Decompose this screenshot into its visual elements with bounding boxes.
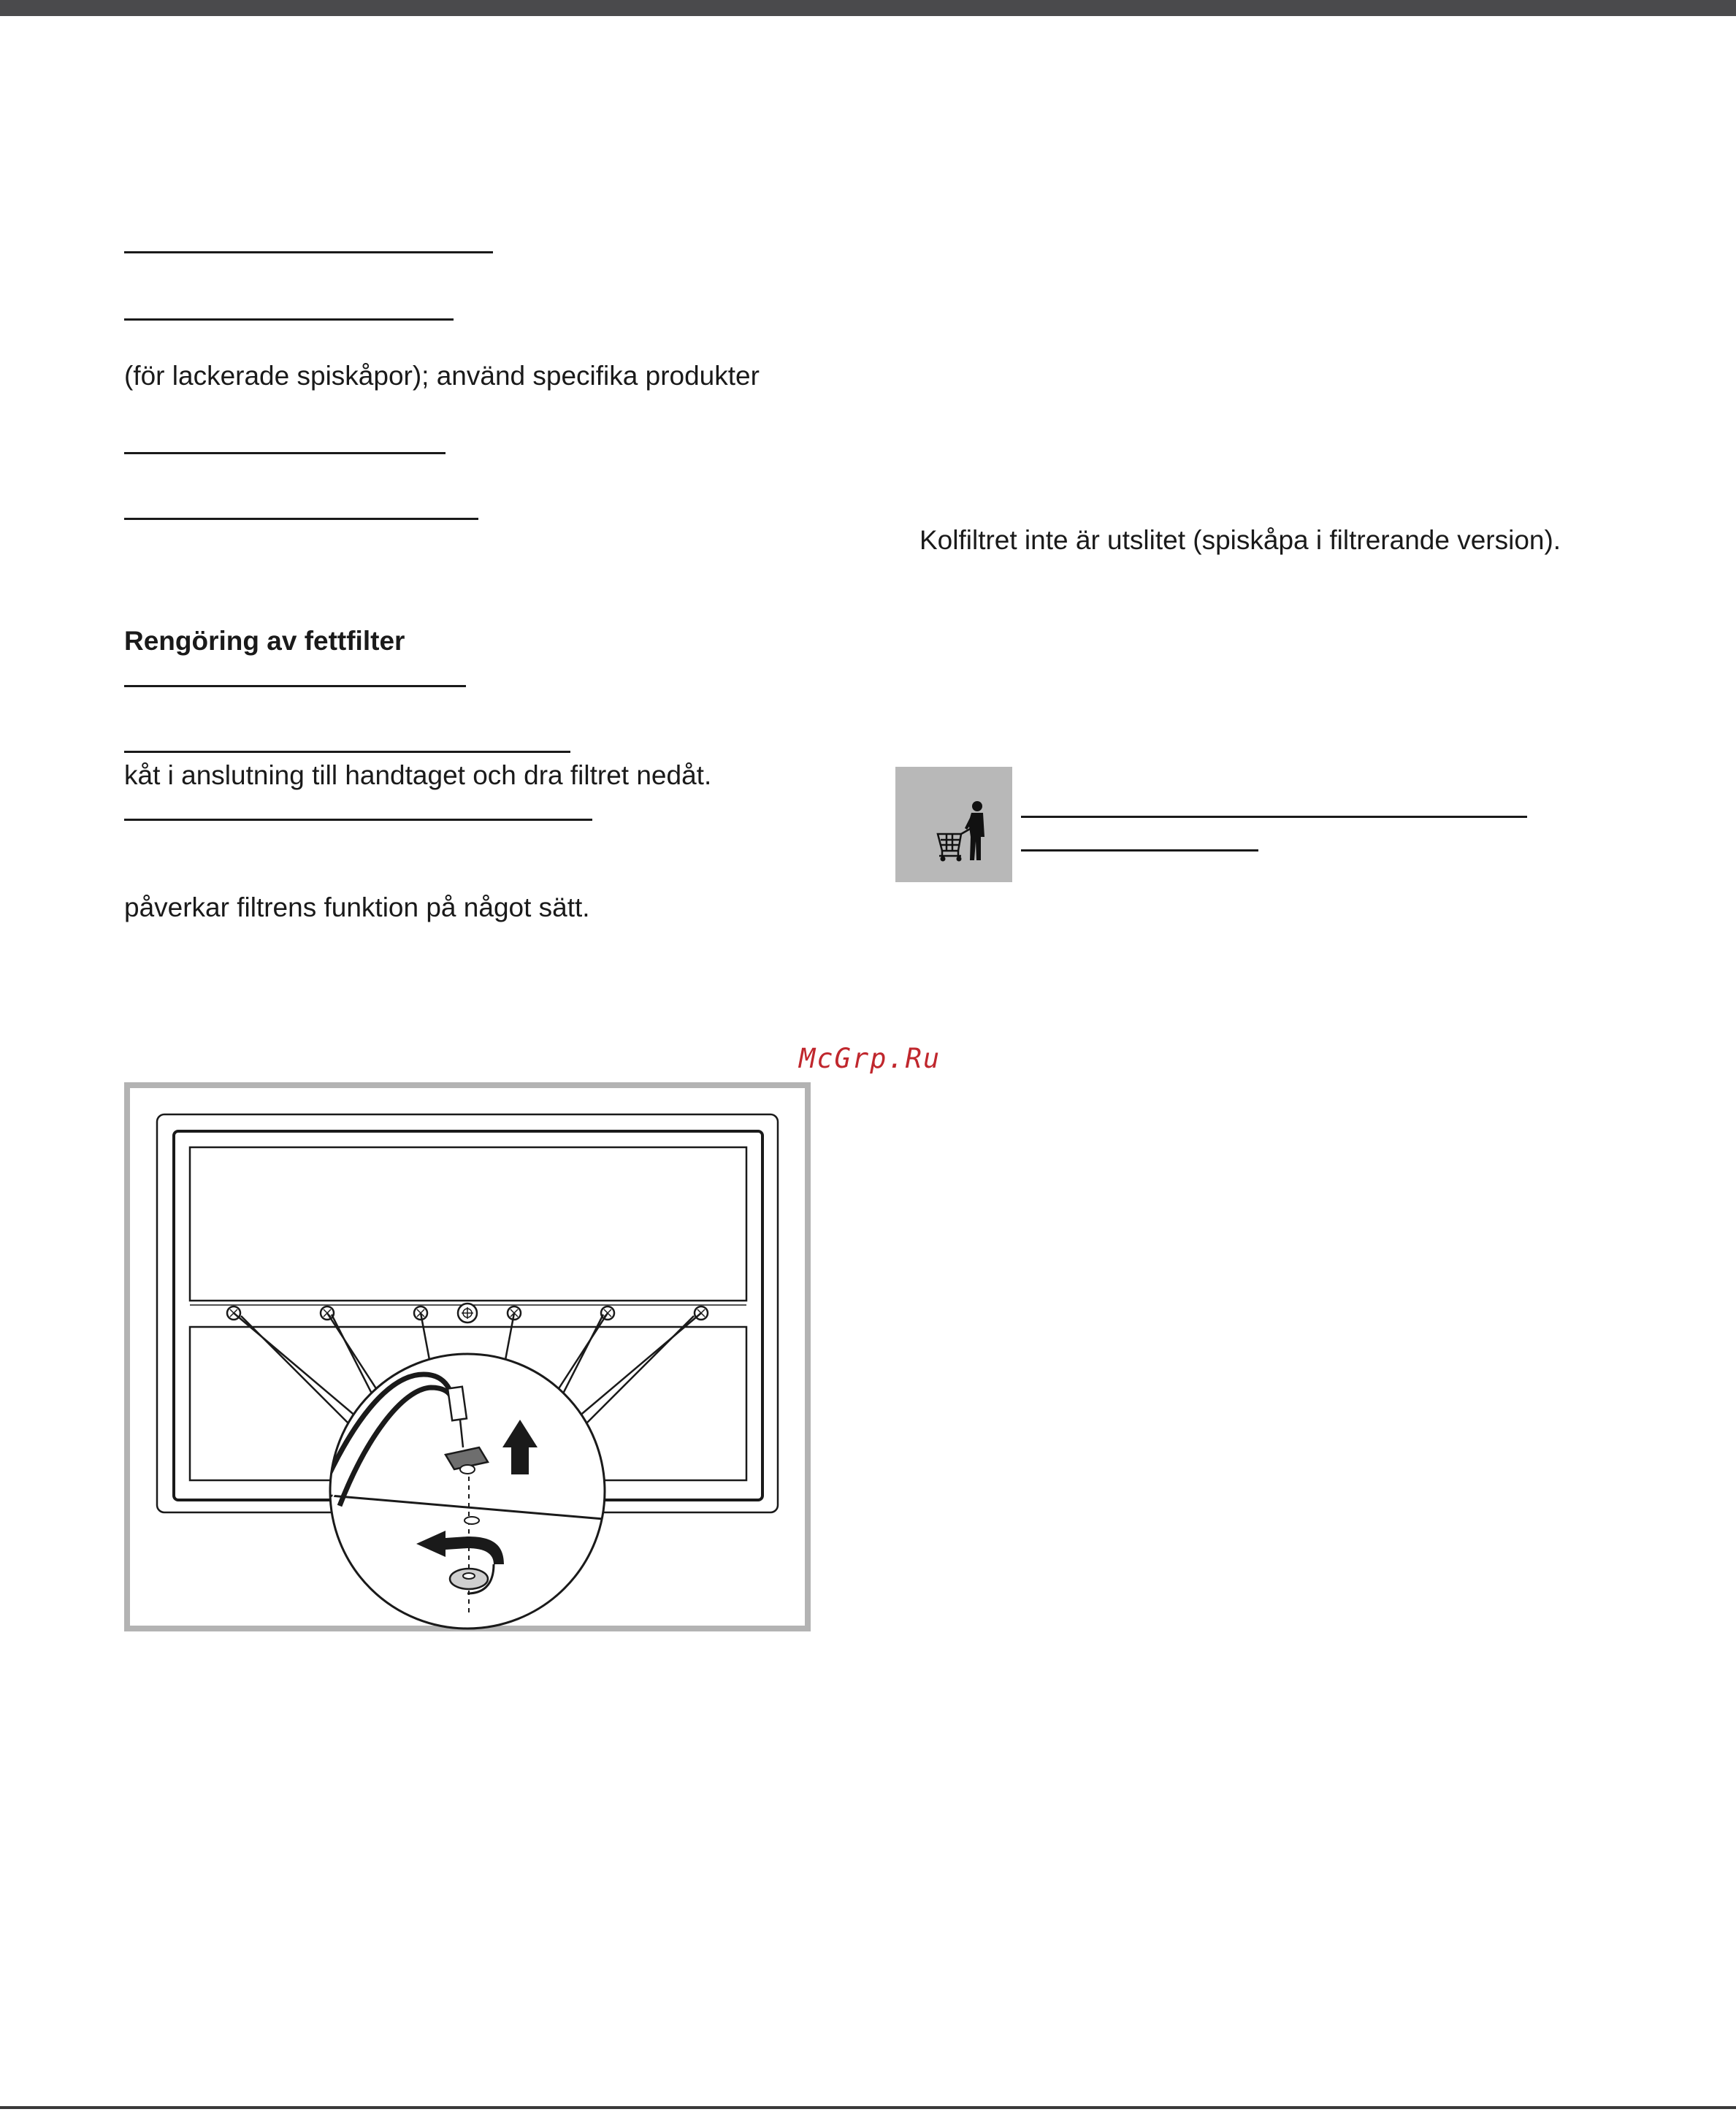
redacted-line (124, 819, 592, 821)
redacted-line (124, 518, 478, 520)
shopping-cart-person-icon (895, 767, 1012, 882)
redacted-line (1021, 816, 1527, 818)
carbon-filter-note: Kolfiltret inte är utslitet (spiskåpa i filtrerande version). (919, 525, 1561, 555)
watermark: McGrp.Ru (799, 1043, 941, 1074)
grease-filter-heading: Rengöring av fettfilter (124, 626, 405, 656)
lacquer-note: (för lackerade spiskåpor); använd specifika produkter (124, 361, 760, 391)
redacted-line (124, 452, 446, 454)
cart-icon-box (895, 767, 1012, 882)
top-bar (0, 0, 1736, 16)
hood-bulb-replacement-diagram (124, 1082, 811, 1631)
redacted-line (124, 251, 493, 253)
diagram-svg (124, 1082, 811, 1631)
bottom-rule (0, 2106, 1736, 2109)
redacted-line (124, 318, 454, 321)
handle-instruction: kåt i anslutning till handtaget och dra filtret nedåt. (124, 760, 712, 790)
redacted-line (1021, 849, 1258, 852)
redacted-line (124, 685, 466, 687)
filter-function-note: påverkar filtrens funktion på något sätt. (124, 892, 590, 922)
redacted-line (124, 751, 570, 753)
